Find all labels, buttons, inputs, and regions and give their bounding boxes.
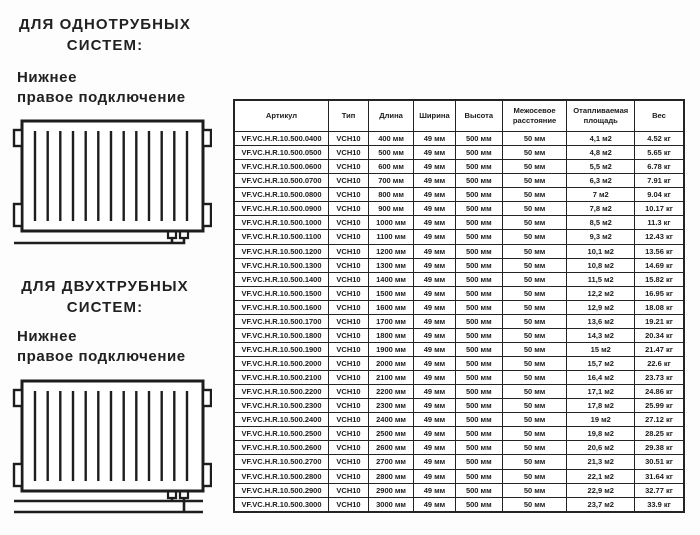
cell-otaplivaemaya-ploshchad: 17,8 м2 bbox=[567, 399, 635, 413]
cell-mezhosevoe-rasstoyanie: 50 мм bbox=[502, 202, 567, 216]
cell-dlina: 1500 мм bbox=[369, 286, 414, 300]
cell-dlina: 1100 мм bbox=[369, 230, 414, 244]
cell-ves: 28.25 кг bbox=[634, 427, 684, 441]
cell-shirina: 49 мм bbox=[414, 132, 456, 146]
cell-tip: VCH10 bbox=[329, 371, 369, 385]
cell-artikul: VF.VC.H.R.10.500.1300 bbox=[234, 258, 329, 272]
cell-artikul: VF.VC.H.R.10.500.3000 bbox=[234, 497, 329, 512]
cell-dlina: 1800 мм bbox=[369, 328, 414, 342]
header-otaplivaemaya-ploshchad: Отапливаемая площадь bbox=[567, 100, 635, 132]
cell-vysota: 500 мм bbox=[455, 342, 502, 356]
table-row bbox=[234, 385, 684, 399]
section2-title-line1: ДЛЯ ДВУХТРУБНЫХ bbox=[21, 278, 189, 295]
cell-vysota: 500 мм bbox=[455, 413, 502, 427]
cell-otaplivaemaya-ploshchad: 7,8 м2 bbox=[567, 202, 635, 216]
cell-artikul: VF.VC.H.R.10.500.1800 bbox=[234, 328, 329, 342]
cell-dlina: 2400 мм bbox=[369, 413, 414, 427]
cell-tip: VCH10 bbox=[329, 385, 369, 399]
cell-otaplivaemaya-ploshchad: 20,6 м2 bbox=[567, 441, 635, 455]
cell-dlina: 600 мм bbox=[369, 160, 414, 174]
cell-mezhosevoe-rasstoyanie: 50 мм bbox=[502, 314, 567, 328]
header-tip: Тип bbox=[329, 100, 369, 132]
cell-tip: VCH10 bbox=[329, 272, 369, 286]
section1-title bbox=[4, 14, 206, 56]
radiator-body bbox=[22, 121, 203, 231]
cell-vysota: 500 мм bbox=[455, 469, 502, 483]
table-row bbox=[234, 314, 684, 328]
cell-dlina: 2800 мм bbox=[369, 469, 414, 483]
cell-ves: 31.64 кг bbox=[634, 469, 684, 483]
cell-ves: 30.51 кг bbox=[634, 455, 684, 469]
cell-shirina: 49 мм bbox=[414, 371, 456, 385]
cell-shirina: 49 мм bbox=[414, 174, 456, 188]
cell-otaplivaemaya-ploshchad: 22,1 м2 bbox=[567, 469, 635, 483]
cell-otaplivaemaya-ploshchad: 19 м2 bbox=[567, 413, 635, 427]
table-row bbox=[234, 258, 684, 272]
cell-mezhosevoe-rasstoyanie: 50 мм bbox=[502, 427, 567, 441]
cell-artikul: VF.VC.H.R.10.500.2300 bbox=[234, 399, 329, 413]
cell-mezhosevoe-rasstoyanie: 50 мм bbox=[502, 441, 567, 455]
cell-tip: VCH10 bbox=[329, 160, 369, 174]
cell-dlina: 2200 мм bbox=[369, 385, 414, 399]
header-shirina: Ширина bbox=[414, 100, 456, 132]
radiator-two-pipe-diagram bbox=[10, 371, 212, 528]
cell-ves: 25.99 кг bbox=[634, 399, 684, 413]
cell-shirina: 49 мм bbox=[414, 455, 456, 469]
cell-shirina: 49 мм bbox=[414, 216, 456, 230]
cell-otaplivaemaya-ploshchad: 4,1 м2 bbox=[567, 132, 635, 146]
header-artikul: Артикул bbox=[234, 100, 329, 132]
cell-ves: 16.95 кг bbox=[634, 286, 684, 300]
section2-subtitle bbox=[17, 327, 227, 367]
radiator-body bbox=[22, 381, 203, 491]
cell-shirina: 49 мм bbox=[414, 286, 456, 300]
cell-artikul: VF.VC.H.R.10.500.1400 bbox=[234, 272, 329, 286]
cell-tip: VCH10 bbox=[329, 244, 369, 258]
cell-tip: VCH10 bbox=[329, 357, 369, 371]
cell-vysota: 500 мм bbox=[455, 258, 502, 272]
table-row bbox=[234, 497, 684, 512]
table-row bbox=[234, 441, 684, 455]
cell-vysota: 500 мм bbox=[455, 160, 502, 174]
table-row bbox=[234, 244, 684, 258]
cell-ves: 11.3 кг bbox=[634, 216, 684, 230]
cell-ves: 21.47 кг bbox=[634, 342, 684, 356]
cell-tip: VCH10 bbox=[329, 455, 369, 469]
table-row bbox=[234, 328, 684, 342]
cell-mezhosevoe-rasstoyanie: 50 мм bbox=[502, 413, 567, 427]
spec-table-header bbox=[234, 100, 684, 132]
cell-artikul: VF.VC.H.R.10.500.0900 bbox=[234, 202, 329, 216]
cell-shirina: 49 мм bbox=[414, 244, 456, 258]
table-row bbox=[234, 216, 684, 230]
cell-mezhosevoe-rasstoyanie: 50 мм bbox=[502, 258, 567, 272]
section1-subtitle-line1: Нижнее bbox=[17, 69, 78, 86]
two-pipes bbox=[14, 498, 203, 512]
cell-tip: VCH10 bbox=[329, 413, 369, 427]
cell-shirina: 49 мм bbox=[414, 469, 456, 483]
cell-shirina: 49 мм bbox=[414, 300, 456, 314]
cell-shirina: 49 мм bbox=[414, 342, 456, 356]
cell-mezhosevoe-rasstoyanie: 50 мм bbox=[502, 230, 567, 244]
cell-artikul: VF.VC.H.R.10.500.0800 bbox=[234, 188, 329, 202]
cell-ves: 10.17 кг bbox=[634, 202, 684, 216]
table-row bbox=[234, 483, 684, 497]
cell-dlina: 2500 мм bbox=[369, 427, 414, 441]
cell-otaplivaemaya-ploshchad: 23,7 м2 bbox=[567, 497, 635, 512]
cell-otaplivaemaya-ploshchad: 4,8 м2 bbox=[567, 146, 635, 160]
cell-shirina: 49 мм bbox=[414, 399, 456, 413]
cell-shirina: 49 мм bbox=[414, 427, 456, 441]
cell-ves: 5.65 кг bbox=[634, 146, 684, 160]
cell-ves: 13.56 кг bbox=[634, 244, 684, 258]
cell-vysota: 500 мм bbox=[455, 188, 502, 202]
cell-mezhosevoe-rasstoyanie: 50 мм bbox=[502, 244, 567, 258]
cell-shirina: 49 мм bbox=[414, 202, 456, 216]
cell-mezhosevoe-rasstoyanie: 50 мм bbox=[502, 272, 567, 286]
spec-table bbox=[233, 99, 685, 513]
radiator-single-pipe-diagram bbox=[10, 111, 212, 256]
cell-otaplivaemaya-ploshchad: 5,5 м2 bbox=[567, 160, 635, 174]
cell-artikul: VF.VC.H.R.10.500.0400 bbox=[234, 132, 329, 146]
cell-artikul: VF.VC.H.R.10.500.2800 bbox=[234, 469, 329, 483]
section1-subtitle-line2: правое подключение bbox=[17, 89, 186, 106]
cell-otaplivaemaya-ploshchad: 10,1 м2 bbox=[567, 244, 635, 258]
cell-mezhosevoe-rasstoyanie: 50 мм bbox=[502, 497, 567, 512]
cell-ves: 15.82 кг bbox=[634, 272, 684, 286]
section2-title bbox=[4, 276, 206, 318]
cell-dlina: 1600 мм bbox=[369, 300, 414, 314]
cell-ves: 29.38 кг bbox=[634, 441, 684, 455]
cell-artikul: VF.VC.H.R.10.500.0600 bbox=[234, 160, 329, 174]
cell-vysota: 500 мм bbox=[455, 146, 502, 160]
cell-mezhosevoe-rasstoyanie: 50 мм bbox=[502, 328, 567, 342]
cell-ves: 27.12 кг bbox=[634, 413, 684, 427]
cell-artikul: VF.VC.H.R.10.500.1100 bbox=[234, 230, 329, 244]
table-row bbox=[234, 160, 684, 174]
table-row bbox=[234, 399, 684, 413]
cell-tip: VCH10 bbox=[329, 314, 369, 328]
cell-shirina: 49 мм bbox=[414, 413, 456, 427]
cell-mezhosevoe-rasstoyanie: 50 мм bbox=[502, 469, 567, 483]
cell-tip: VCH10 bbox=[329, 497, 369, 512]
table-row bbox=[234, 469, 684, 483]
cell-ves: 32.77 кг bbox=[634, 483, 684, 497]
cell-artikul: VF.VC.H.R.10.500.1600 bbox=[234, 300, 329, 314]
cell-shirina: 49 мм bbox=[414, 230, 456, 244]
cell-shirina: 49 мм bbox=[414, 272, 456, 286]
cell-vysota: 500 мм bbox=[455, 483, 502, 497]
cell-mezhosevoe-rasstoyanie: 50 мм bbox=[502, 483, 567, 497]
cell-tip: VCH10 bbox=[329, 399, 369, 413]
cell-vysota: 500 мм bbox=[455, 230, 502, 244]
cell-dlina: 2300 мм bbox=[369, 399, 414, 413]
table-row bbox=[234, 286, 684, 300]
cell-shirina: 49 мм bbox=[414, 385, 456, 399]
section2-subtitle-line1: Нижнее bbox=[17, 328, 78, 345]
cell-tip: VCH10 bbox=[329, 216, 369, 230]
cell-artikul: VF.VC.H.R.10.500.2500 bbox=[234, 427, 329, 441]
cell-tip: VCH10 bbox=[329, 188, 369, 202]
cell-ves: 12.43 кг bbox=[634, 230, 684, 244]
cell-shirina: 49 мм bbox=[414, 497, 456, 512]
cell-vysota: 500 мм bbox=[455, 216, 502, 230]
cell-shirina: 49 мм bbox=[414, 483, 456, 497]
table-row bbox=[234, 132, 684, 146]
cell-artikul: VF.VC.H.R.10.500.2100 bbox=[234, 371, 329, 385]
radiator-two-pipe-drawing bbox=[10, 371, 212, 523]
cell-vysota: 500 мм bbox=[455, 357, 502, 371]
cell-vysota: 500 мм bbox=[455, 132, 502, 146]
section2-title-line2: СИСТЕМ: bbox=[66, 299, 144, 316]
cell-dlina: 400 мм bbox=[369, 132, 414, 146]
cell-ves: 14.69 кг bbox=[634, 258, 684, 272]
cell-artikul: VF.VC.H.R.10.500.2600 bbox=[234, 441, 329, 455]
cell-mezhosevoe-rasstoyanie: 50 мм bbox=[502, 357, 567, 371]
table-row bbox=[234, 174, 684, 188]
cell-artikul: VF.VC.H.R.10.500.1500 bbox=[234, 286, 329, 300]
cell-artikul: VF.VC.H.R.10.500.1700 bbox=[234, 314, 329, 328]
cell-shirina: 49 мм bbox=[414, 357, 456, 371]
cell-ves: 4.52 кг bbox=[634, 132, 684, 146]
cell-dlina: 900 мм bbox=[369, 202, 414, 216]
cell-ves: 22.6 кг bbox=[634, 357, 684, 371]
section1-title-line1: ДЛЯ ОДНОТРУБНЫХ bbox=[19, 16, 191, 33]
table-row bbox=[234, 371, 684, 385]
cell-shirina: 49 мм bbox=[414, 328, 456, 342]
cell-dlina: 500 мм bbox=[369, 146, 414, 160]
cell-otaplivaemaya-ploshchad: 9,3 м2 bbox=[567, 230, 635, 244]
cell-artikul: VF.VC.H.R.10.500.1200 bbox=[234, 244, 329, 258]
cell-dlina: 2700 мм bbox=[369, 455, 414, 469]
cell-mezhosevoe-rasstoyanie: 50 мм bbox=[502, 371, 567, 385]
cell-tip: VCH10 bbox=[329, 174, 369, 188]
cell-vysota: 500 мм bbox=[455, 174, 502, 188]
cell-artikul: VF.VC.H.R.10.500.0700 bbox=[234, 174, 329, 188]
cell-otaplivaemaya-ploshchad: 19,8 м2 bbox=[567, 427, 635, 441]
cell-vysota: 500 мм bbox=[455, 455, 502, 469]
cell-otaplivaemaya-ploshchad: 16,4 м2 bbox=[567, 371, 635, 385]
cell-otaplivaemaya-ploshchad: 15,7 м2 bbox=[567, 357, 635, 371]
single-pipe bbox=[14, 238, 184, 243]
cell-tip: VCH10 bbox=[329, 427, 369, 441]
cell-mezhosevoe-rasstoyanie: 50 мм bbox=[502, 399, 567, 413]
cell-shirina: 49 мм bbox=[414, 146, 456, 160]
header-mezhosevoe-rasstoyanie: Межосевое расстояние bbox=[502, 100, 567, 132]
cell-tip: VCH10 bbox=[329, 258, 369, 272]
cell-artikul: VF.VC.H.R.10.500.0500 bbox=[234, 146, 329, 160]
cell-vysota: 500 мм bbox=[455, 441, 502, 455]
cell-dlina: 1700 мм bbox=[369, 314, 414, 328]
cell-ves: 9.04 кг bbox=[634, 188, 684, 202]
cell-mezhosevoe-rasstoyanie: 50 мм bbox=[502, 188, 567, 202]
cell-vysota: 500 мм bbox=[455, 272, 502, 286]
cell-mezhosevoe-rasstoyanie: 50 мм bbox=[502, 385, 567, 399]
cell-tip: VCH10 bbox=[329, 342, 369, 356]
section1-title-line2: СИСТЕМ: bbox=[66, 37, 144, 54]
cell-shirina: 49 мм bbox=[414, 441, 456, 455]
cell-mezhosevoe-rasstoyanie: 50 мм bbox=[502, 342, 567, 356]
cell-mezhosevoe-rasstoyanie: 50 мм bbox=[502, 455, 567, 469]
cell-otaplivaemaya-ploshchad: 6,3 м2 bbox=[567, 174, 635, 188]
table-row bbox=[234, 188, 684, 202]
cell-ves: 33.9 кг bbox=[634, 497, 684, 512]
table-row bbox=[234, 427, 684, 441]
cell-vysota: 500 мм bbox=[455, 244, 502, 258]
cell-mezhosevoe-rasstoyanie: 50 мм bbox=[502, 286, 567, 300]
cell-tip: VCH10 bbox=[329, 132, 369, 146]
cell-dlina: 3000 мм bbox=[369, 497, 414, 512]
cell-vysota: 500 мм bbox=[455, 286, 502, 300]
cell-shirina: 49 мм bbox=[414, 314, 456, 328]
cell-vysota: 500 мм bbox=[455, 300, 502, 314]
cell-tip: VCH10 bbox=[329, 146, 369, 160]
cell-vysota: 500 мм bbox=[455, 399, 502, 413]
cell-mezhosevoe-rasstoyanie: 50 мм bbox=[502, 216, 567, 230]
cell-ves: 24.86 кг bbox=[634, 385, 684, 399]
header-row bbox=[234, 100, 684, 132]
table-row bbox=[234, 230, 684, 244]
cell-artikul: VF.VC.H.R.10.500.2200 bbox=[234, 385, 329, 399]
header-vysota: Высота bbox=[455, 100, 502, 132]
cell-vysota: 500 мм bbox=[455, 371, 502, 385]
table-row bbox=[234, 413, 684, 427]
cell-ves: 19.21 кг bbox=[634, 314, 684, 328]
cell-ves: 7.91 кг bbox=[634, 174, 684, 188]
spec-table-body bbox=[234, 132, 684, 513]
cell-dlina: 800 мм bbox=[369, 188, 414, 202]
cell-dlina: 2100 мм bbox=[369, 371, 414, 385]
table-row bbox=[234, 300, 684, 314]
cell-tip: VCH10 bbox=[329, 328, 369, 342]
cell-tip: VCH10 bbox=[329, 469, 369, 483]
cell-artikul: VF.VC.H.R.10.500.2000 bbox=[234, 357, 329, 371]
cell-dlina: 1900 мм bbox=[369, 342, 414, 356]
cell-tip: VCH10 bbox=[329, 286, 369, 300]
cell-dlina: 700 мм bbox=[369, 174, 414, 188]
cell-shirina: 49 мм bbox=[414, 258, 456, 272]
cell-tip: VCH10 bbox=[329, 441, 369, 455]
cell-otaplivaemaya-ploshchad: 10,8 м2 bbox=[567, 258, 635, 272]
cell-dlina: 1400 мм bbox=[369, 272, 414, 286]
cell-otaplivaemaya-ploshchad: 12,9 м2 bbox=[567, 300, 635, 314]
cell-shirina: 49 мм bbox=[414, 160, 456, 174]
cell-vysota: 500 мм bbox=[455, 497, 502, 512]
cell-vysota: 500 мм bbox=[455, 314, 502, 328]
header-ves: Вес bbox=[634, 100, 684, 132]
cell-dlina: 2900 мм bbox=[369, 483, 414, 497]
cell-ves: 20.34 кг bbox=[634, 328, 684, 342]
table-row bbox=[234, 342, 684, 356]
cell-otaplivaemaya-ploshchad: 17,1 м2 bbox=[567, 385, 635, 399]
cell-vysota: 500 мм bbox=[455, 202, 502, 216]
table-row bbox=[234, 357, 684, 371]
cell-dlina: 1000 мм bbox=[369, 216, 414, 230]
cell-ves: 6.78 кг bbox=[634, 160, 684, 174]
cell-vysota: 500 мм bbox=[455, 328, 502, 342]
cell-otaplivaemaya-ploshchad: 22,9 м2 bbox=[567, 483, 635, 497]
cell-otaplivaemaya-ploshchad: 11,5 м2 bbox=[567, 272, 635, 286]
cell-mezhosevoe-rasstoyanie: 50 мм bbox=[502, 160, 567, 174]
cell-otaplivaemaya-ploshchad: 13,6 м2 bbox=[567, 314, 635, 328]
cell-dlina: 1200 мм bbox=[369, 244, 414, 258]
cell-tip: VCH10 bbox=[329, 230, 369, 244]
cell-artikul: VF.VC.H.R.10.500.2700 bbox=[234, 455, 329, 469]
cell-shirina: 49 мм bbox=[414, 188, 456, 202]
section2-subtitle-line2: правое подключение bbox=[17, 348, 186, 365]
cell-otaplivaemaya-ploshchad: 12,2 м2 bbox=[567, 286, 635, 300]
table-row bbox=[234, 455, 684, 469]
cell-dlina: 2600 мм bbox=[369, 441, 414, 455]
cell-artikul: VF.VC.H.R.10.500.1900 bbox=[234, 342, 329, 356]
header-dlina: Длина bbox=[369, 100, 414, 132]
cell-mezhosevoe-rasstoyanie: 50 мм bbox=[502, 146, 567, 160]
spec-table-container bbox=[233, 99, 685, 513]
cell-artikul: VF.VC.H.R.10.500.2900 bbox=[234, 483, 329, 497]
cell-artikul: VF.VC.H.R.10.500.1000 bbox=[234, 216, 329, 230]
section1-subtitle bbox=[17, 68, 227, 108]
cell-vysota: 500 мм bbox=[455, 427, 502, 441]
cell-mezhosevoe-rasstoyanie: 50 мм bbox=[502, 174, 567, 188]
cell-mezhosevoe-rasstoyanie: 50 мм bbox=[502, 132, 567, 146]
cell-otaplivaemaya-ploshchad: 7 м2 bbox=[567, 188, 635, 202]
cell-otaplivaemaya-ploshchad: 14,3 м2 bbox=[567, 328, 635, 342]
cell-otaplivaemaya-ploshchad: 8,5 м2 bbox=[567, 216, 635, 230]
cell-artikul: VF.VC.H.R.10.500.2400 bbox=[234, 413, 329, 427]
table-row bbox=[234, 202, 684, 216]
cell-ves: 23.73 кг bbox=[634, 371, 684, 385]
radiator-single-pipe-drawing bbox=[10, 111, 212, 251]
cell-ves: 18.08 кг bbox=[634, 300, 684, 314]
cell-mezhosevoe-rasstoyanie: 50 мм bbox=[502, 300, 567, 314]
cell-otaplivaemaya-ploshchad: 21,3 м2 bbox=[567, 455, 635, 469]
cell-tip: VCH10 bbox=[329, 300, 369, 314]
cell-otaplivaemaya-ploshchad: 15 м2 bbox=[567, 342, 635, 356]
cell-dlina: 2000 мм bbox=[369, 357, 414, 371]
cell-tip: VCH10 bbox=[329, 202, 369, 216]
table-row bbox=[234, 272, 684, 286]
cell-vysota: 500 мм bbox=[455, 385, 502, 399]
table-row bbox=[234, 146, 684, 160]
cell-tip: VCH10 bbox=[329, 483, 369, 497]
cell-dlina: 1300 мм bbox=[369, 258, 414, 272]
